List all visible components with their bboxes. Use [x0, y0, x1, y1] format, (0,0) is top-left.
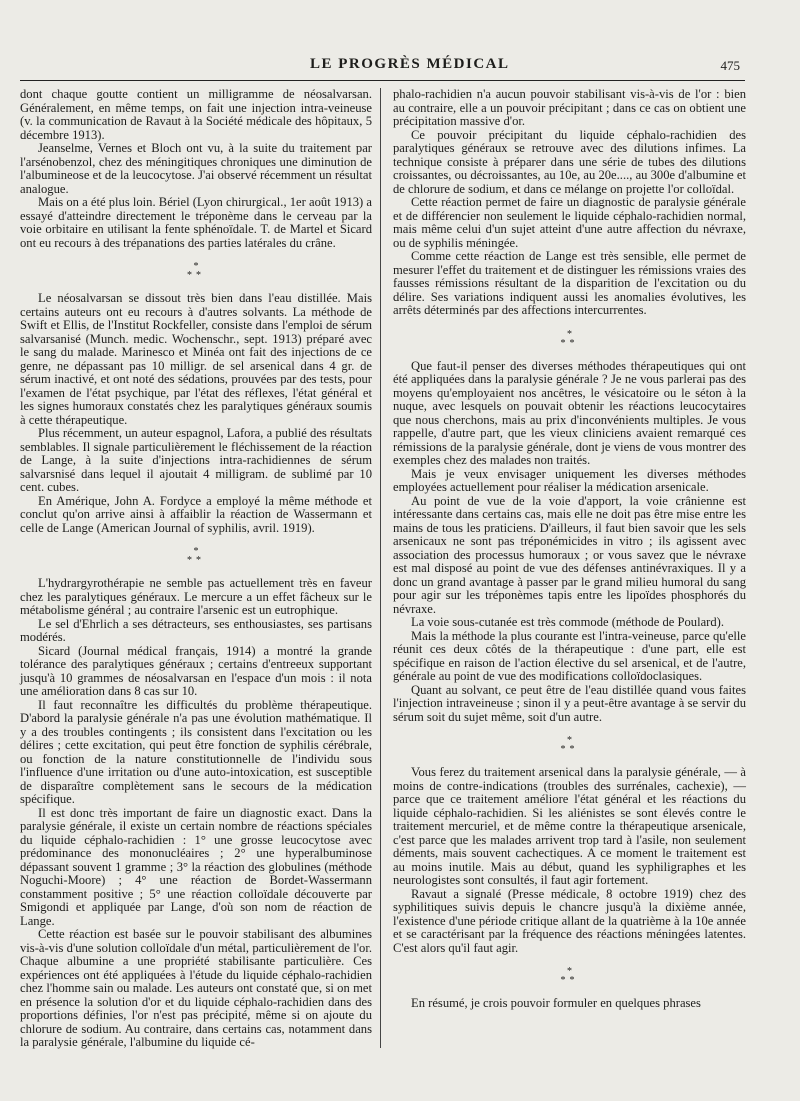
paragraph: Plus récemment, un auteur espagnol, Lafora, a publié des résultats semblables. Il signale particulièrement le fléchissement de la réaction de Lange, à la suite d'injections intra-rachidiennes de sérum salvarsnisé dans lequel il ajoutait 4 milligram. de sublimé par 10 cent. cubes. — [20, 426, 372, 494]
section-separator: * ** — [560, 328, 579, 349]
paragraph: dont chaque goutte contient un milligramme de néosalvarsan. Généralement, en même temps, on fait une injection intra-veineuse (v. la communication de Ravaut à la Société médicale des hôpitaux, 5 décembre 1913). — [20, 87, 372, 142]
paragraph: La voie sous-cutanée est très commode (méthode de Poulard). — [411, 615, 724, 629]
paragraph: En Amérique, John A. Fordyce a employé la même méthode et conclut qu'on arrive ainsi à affaiblir la réaction de Wassermann et celle de Lange (American Journal of syphilis, avril. 1919). — [20, 493, 372, 535]
section-separator: * ** — [560, 966, 579, 986]
section-separator: * ** — [560, 735, 579, 755]
paragraph: En résumé, je crois pouvoir formuler en quelques phrases — [411, 996, 701, 1010]
right-column — [393, 88, 746, 1011]
paragraph: Le sel d'Ehrlich a ses détracteurs, ses enthousiastes, ses partisans modérés. — [20, 616, 372, 644]
running-header — [250, 56, 740, 76]
paragraph: Jeanselme, Vernes et Bloch ont vu, à la suite du traitement par l'arsénobenzol, chez des méningitiques chroniques une diminution de l'albumineose et de la leucocytose. J'ai observé récemment un résultat analogue. — [20, 141, 372, 196]
paragraph: Le néosalvarsan se dissout très bien dans l'eau distillée. Mais certains auteurs ont eu recours à d'autres solvants. La méthode de Swift et Ellis, de l'Institut Rockfeller, consiste dans l'emploi de sérum salvarsanisé (Munch. medic. Wochenschr., sept. 1913) préparé avec le sang du malade. Marinesco et Minéa ont fait des injections de ce genre, ne dépassant pas 10 milligr. de sel arsenical dans 4 gr. de sérum inactivé, et ont noté des sédations, prouvées par des tests, pour l'examen de l'état psychique, par l'état des réflexes, l'état général et les signes humoraux constatés chez les paralytiques généraux soumis à cette thérapeutique. — [20, 291, 372, 427]
paragraph: Mais on a été plus loin. Bériel (Lyon chirurgical., 1er août 1913) a essayé d'atteindre directement le tréponème dans le cerveau par la voie orbitaire en utilisant la fente sphénoïdale. T. de Martel et Sicard ont eu recours à des trépanations des parties latérales du crâne. — [20, 195, 372, 250]
paragraph: L'hydrargyrothérapie ne semble pas actuellement très en faveur chez les paralytiques généraux. Le mercure a un effet fâcheux sur le métabolisme général ; au contraire l'arsenic est un eutrophique. — [20, 576, 372, 617]
paragraph: Ravaut a signalé (Presse médicale, 8 octobre 1919) chez des syphilitiques suivis depuis le chancre jusqu'à la dixième année, l'existence d'une période critique allant de la quatrième à la 10e année et se caractérisant par la fréquence des réactions méningées latentes. C'est alors qu'il faut agir. — [393, 886, 746, 955]
paragraph: Il faut reconnaître les difficultés du problème thérapeutique. D'abord la paralysie générale n'a pas une évolution mathématique. Il y a des troubles contingents ; ils consistent dans l'excitation ou les délires ; cette excitation, qui peut être fonction de syphilis cérébrale, ou fonction de la nature constitutionnelle de l'individu sous l'influence d'une irritation ou d'une auto-intoxication, est susceptible de disparaître complètement sans le secours de la médication spécifique. — [20, 697, 372, 806]
paragraph: Ce pouvoir précipitant du liquide céphalo-rachidien des paralytiques généraux se retrouve avec des dilutions infimes. La technique consiste à préparer dans une série de tubes des dilutions croissantes, ou décroissantes, au 10e, au 20e...., au 300e d'albumine et de chlorure de sodium, et dans ce mélange on projette l'or colloïdal. — [393, 127, 746, 196]
left-column — [20, 88, 372, 1050]
journal-title: LE PROGRÈS MÉDICAL — [310, 56, 510, 72]
paragraph: Mais je veux envisager uniquement les diverses méthodes employées actuellement pour réaliser la médication arsenicale. — [393, 466, 746, 494]
column-divider — [380, 88, 381, 1048]
paragraph: Vous ferez du traitement arsenical dans la paralysie générale, — à moins de contre-indications (troubles des surrénales, cachexie), — parce que ce traitement améliore l'état général et les réactions du liquide céphalo-rachidien. Si les aliénistes se sont élevés contre le traitement mercuriel, et de même contre la thérapeutique arsenicale, c'est parce que les malades arrivent trop tard à l'asile, non seulement déments, mais souvent cachectiques. A ce moment le traitement est au moins inutile. Mais au début, quand les syphiligraphes et les neurologistes sont consultés, il faut agir fortement. — [393, 765, 746, 887]
section-separator: * ** — [187, 546, 205, 566]
paragraph: Mais la méthode la plus courante est l'intra-veineuse, parce qu'elle réunit ces deux côtés de la thérapeutique : d'une part, elle est spécifique en raison de l'action élective du sel arsenical, et de l'autre, générale au point de vue des modifications colloïdoclasiques. — [393, 628, 746, 683]
paragraph: Quant au solvant, ce peut être de l'eau distillée quand vous faites l'injection intraveineuse ; sinon il y a peut-être avantage à se servir du sérum soit du sujet même, soit d'un autre. — [393, 682, 746, 724]
paragraph: Cette réaction est basée sur le pouvoir stabilisant des albumines vis-à-vis d'une solution colloïdale d'un métal, particulièrement de l'or. Chaque albumine a une propriété stabilisante particulière. Ces expériences ont été appliquées à l'étude du liquide céphalo-rachidien chez l'homme sain ou malade. Les auteurs ont constaté que, si on met en présence la solution d'or et du liquide céphalo-rachidien dans des proportions définies, l'or n'est pas précipité, même si on ajoute du chlorure de sodium. Au contraire, dans certains cas, notamment dans la paralysie générale, l'albumine du liquide cé- — [20, 927, 372, 1049]
paragraph: Au point de vue de la voie d'apport, la voie crânienne est intéressante dans certains cas, mais elle ne doit pas être mise entre les mains de tous les praticiens. D'ailleurs, il faut bien savoir que les sels arsenicaux ne sont pas tréponémicides in vitro ; ils agissent avec association des processus humoraux ; or vous savez que le névraxe est mal disposé au point de vue des défenses antinévraxiques. Il y a donc un grand avantage à passer par le grand milieu humoral du sang pour agir sur les tréponèmes tapis entre les lipoïdes phosphorés du névraxe. — [393, 493, 746, 616]
paragraph: Cette réaction permet de faire un diagnostic de paralysie générale et de différencier non seulement le liquide céphalo-rachidien normal, mais même celui d'un sujet atteint d'une autre affection du névraxe, ou de syphilis méningée. — [393, 195, 746, 250]
paragraph: Sicard (Journal médical français, 1914) a montré la grande tolérance des paralytiques généraux ; certains d'entreeux supportant jusqu'à 10 grammes de néosalvarsan en l'espace d'un mois : il nota une amélioration dans 8 cas sur 10. — [20, 643, 372, 698]
header-rule — [20, 80, 745, 81]
paragraph: Il est donc très important de faire un diagnostic exact. Dans la paralysie générale, il existe un certain nombre de réactions spéciales du liquide céphalo-rachidien : 1° une grosse leucocytose avec prédominance des mononucléaires ; 2° une hyperalbuminose dépassant souvent 1 gramme ; 3° la réaction des globulines (méthode Noguchi-Moore) ; 4° une réaction de Bordet-Wassermann constamment positive ; 5° une réaction colloïdale découverte par Smigondi et appliquée par Lange, d'où son nom de réaction de Lange. — [20, 805, 372, 928]
paragraph: Comme cette réaction de Lange est très sensible, elle permet de mesurer l'effet du traitement et de distinguer les rémissions vraies des fausses rémissions résultant de la disparition de l'excitation ou du délire. Ses variations indiquent aussi les anomalies évolutives, les arrêts déterminés par des affections intercurrentes. — [393, 249, 746, 317]
paragraph: phalo-rachidien n'a aucun pouvoir stabilisant vis-à-vis de l'or : bien au contraire, elle a un pouvoir précipitant ; dans ce cas on obtient une précipitation massive d'or. — [393, 87, 746, 128]
section-separator: * ** — [187, 261, 205, 281]
page-number: 475 — [720, 58, 740, 73]
paragraph: Que faut-il penser des diverses méthodes thérapeutiques qui ont été appliquées dans la paralysie générale ? Je ne vous parlerai pas des moyens qu'employaient nos ancêtres, le vésicatoire ou le séton à la nuque, avec lesquels on pouvait obtenir les réactions leucocytaires que nous cherchons, mais au prix d'inconvénients multiples. Je vous rappelle, d'autre part, que les vieux cliniciens avaient remarqué ces rémissions de la paralysie générale, dont je viens de vous montrer des exemples chez des malades non traités. — [393, 358, 746, 467]
